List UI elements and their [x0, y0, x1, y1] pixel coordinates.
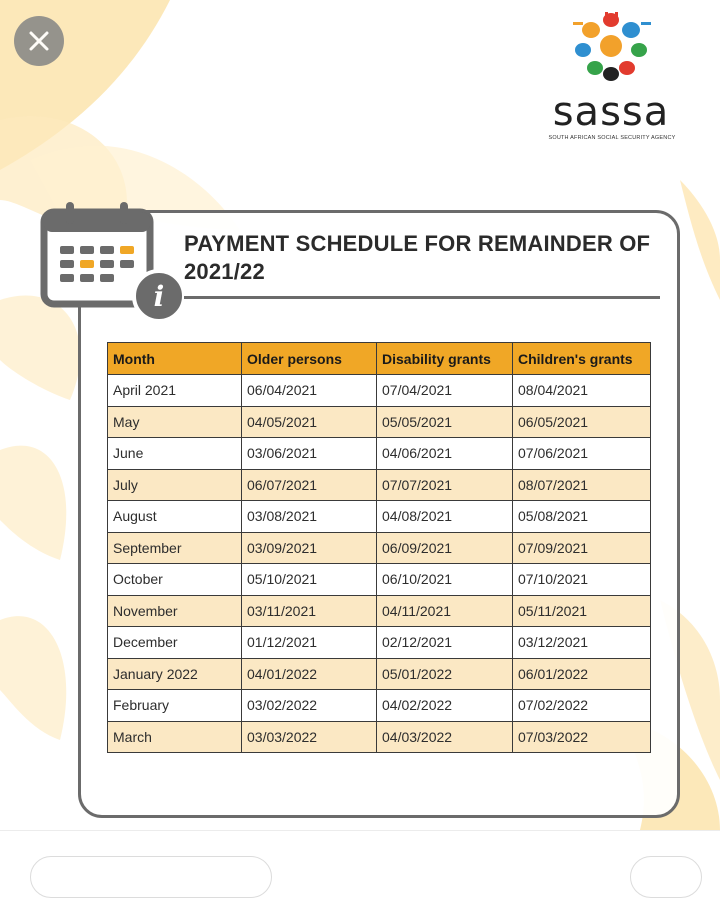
- cell-older-persons: 05/10/2021: [242, 564, 377, 596]
- table-row: [108, 721, 651, 753]
- close-button[interactable]: [14, 16, 64, 66]
- cell-older-persons: 03/03/2022: [242, 721, 377, 753]
- cell-disability: 04/11/2021: [377, 595, 513, 627]
- cell-children: 07/02/2022: [513, 690, 651, 722]
- cell-disability: 02/12/2021: [377, 627, 513, 659]
- sassa-wordmark: sassa: [552, 89, 670, 135]
- cell-month: November: [108, 595, 242, 627]
- cell-month: February: [108, 690, 242, 722]
- hands-logo-icon: [569, 12, 653, 84]
- table-row: [108, 438, 651, 470]
- cell-older-persons: 06/04/2021: [242, 375, 377, 407]
- table-row: [108, 406, 651, 438]
- header-month: Month: [108, 343, 242, 375]
- cell-children: 05/11/2021: [513, 595, 651, 627]
- cell-older-persons: 03/08/2021: [242, 501, 377, 533]
- cell-older-persons: 01/12/2021: [242, 627, 377, 659]
- calendar-info-icon: [38, 198, 188, 326]
- cell-disability: 06/09/2021: [377, 532, 513, 564]
- cell-month: May: [108, 406, 242, 438]
- cell-disability: 04/02/2022: [377, 690, 513, 722]
- table-header-row: [108, 343, 651, 375]
- cell-disability: 07/07/2021: [377, 469, 513, 501]
- table-row: [108, 469, 651, 501]
- table-row: [108, 595, 651, 627]
- cell-disability: 06/10/2021: [377, 564, 513, 596]
- sassa-logo: [535, 12, 685, 142]
- cell-disability: 04/08/2021: [377, 501, 513, 533]
- cell-older-persons: 03/11/2021: [242, 595, 377, 627]
- cell-children: 06/05/2021: [513, 406, 651, 438]
- cell-children: 08/07/2021: [513, 469, 651, 501]
- bottom-divider: [0, 830, 720, 831]
- cell-children: 08/04/2021: [513, 375, 651, 407]
- cell-month: June: [108, 438, 242, 470]
- cell-disability: 07/04/2021: [377, 375, 513, 407]
- table-row: [108, 564, 651, 596]
- sassa-subtitle: SOUTH AFRICAN SOCIAL SECURITY AGENCY: [548, 135, 676, 141]
- cell-children: 07/06/2021: [513, 438, 651, 470]
- cell-children: 05/08/2021: [513, 501, 651, 533]
- cell-older-persons: 06/07/2021: [242, 469, 377, 501]
- header-childrens-grants: Children's grants: [513, 343, 651, 375]
- cell-month: September: [108, 532, 242, 564]
- cell-month: August: [108, 501, 242, 533]
- cell-children: 07/09/2021: [513, 532, 651, 564]
- cell-disability: 04/03/2022: [377, 721, 513, 753]
- cell-children: 03/12/2021: [513, 627, 651, 659]
- header-disability-grants: Disability grants: [377, 343, 513, 375]
- cell-older-persons: 04/01/2022: [242, 658, 377, 690]
- cell-disability: 05/01/2022: [377, 658, 513, 690]
- cell-older-persons: 03/02/2022: [242, 690, 377, 722]
- cell-month: July: [108, 469, 242, 501]
- cell-children: 06/01/2022: [513, 658, 651, 690]
- cell-disability: 05/05/2021: [377, 406, 513, 438]
- table-row: [108, 658, 651, 690]
- bottom-action-button[interactable]: [630, 856, 702, 898]
- cell-disability: 04/06/2021: [377, 438, 513, 470]
- cell-older-persons: 03/09/2021: [242, 532, 377, 564]
- table-row: [108, 501, 651, 533]
- bottom-action-pill[interactable]: [30, 856, 272, 898]
- payment-schedule-table: [107, 342, 651, 753]
- page-title: PAYMENT SCHEDULE FOR REMAINDER OF 2021/22: [184, 231, 651, 284]
- cell-children: 07/03/2022: [513, 721, 651, 753]
- info-glyph: i: [153, 280, 165, 313]
- cell-month: March: [108, 721, 242, 753]
- title-divider: [184, 296, 660, 299]
- cell-month: December: [108, 627, 242, 659]
- header-older-persons: Older persons: [242, 343, 377, 375]
- close-icon: [27, 29, 51, 53]
- cell-month: October: [108, 564, 242, 596]
- cell-older-persons: 03/06/2021: [242, 438, 377, 470]
- cell-children: 07/10/2021: [513, 564, 651, 596]
- cell-month: April 2021: [108, 375, 242, 407]
- table-row: [108, 627, 651, 659]
- cell-older-persons: 04/05/2021: [242, 406, 377, 438]
- table-row: [108, 532, 651, 564]
- cell-month: January 2022: [108, 658, 242, 690]
- table-body: [108, 375, 651, 753]
- table-row: [108, 375, 651, 407]
- table-row: [108, 690, 651, 722]
